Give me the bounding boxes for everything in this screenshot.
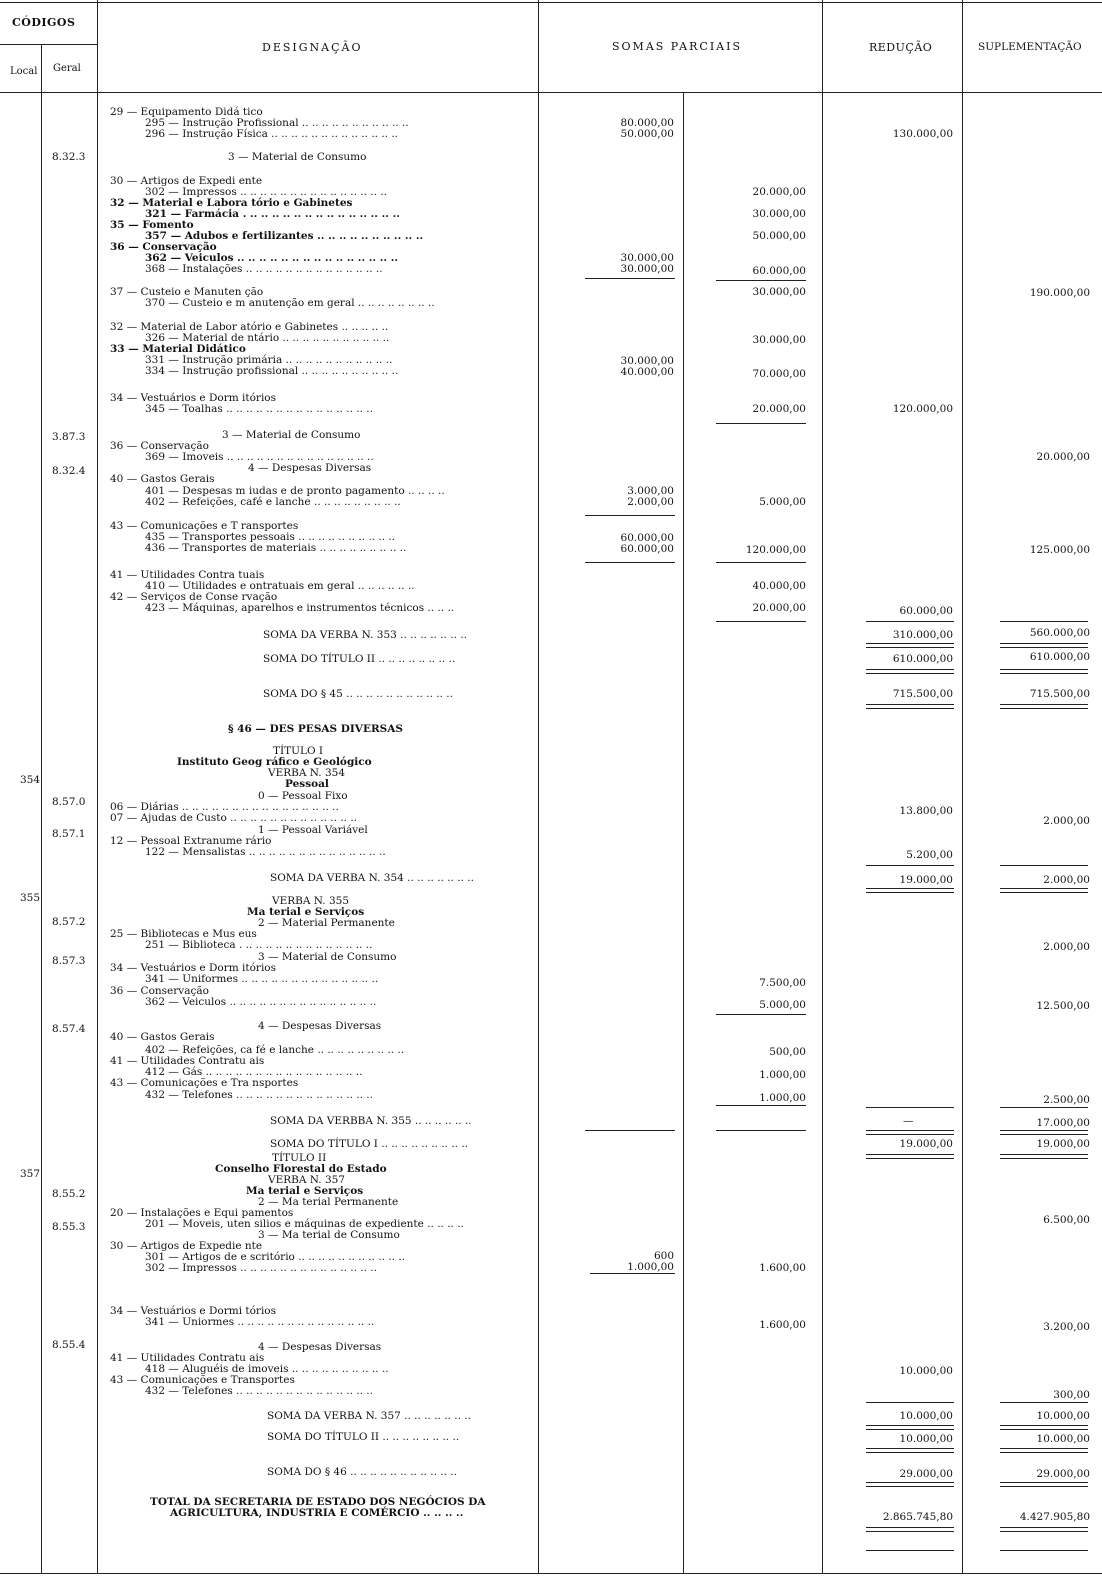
amount-value: 715.500,00 xyxy=(1029,688,1090,700)
designation-line: 345 — Toalhas .. .. .. .. .. .. .. .. .. .. .. .. .. .. .. xyxy=(145,403,373,415)
header-suplementacao: SUPLEMENTAÇÃO xyxy=(978,41,1082,53)
designation-line: SOMA DA VERBA N. 353 .. .. .. .. .. .. .. xyxy=(263,629,467,641)
header-designacao: DESIGNAÇÃO xyxy=(262,41,363,54)
sum-underline xyxy=(866,1425,954,1430)
designation-line: 29 — Equipamento Didá tico xyxy=(110,106,263,118)
sum-underline xyxy=(1000,865,1088,866)
sum-underline xyxy=(1000,888,1088,893)
header-somas-parciais: SOMAS PARCIAIS xyxy=(612,40,742,53)
designation-line: 402 — Refeições, café e lanche .. .. .. .. .. .. .. .. .. xyxy=(145,496,401,508)
designation-line: 43 — Comunicações e T ransportes xyxy=(110,520,299,532)
amount-value: 130.000,00 xyxy=(892,128,953,140)
designation-line: 2 — Material Permanente xyxy=(258,917,395,929)
sum-underline xyxy=(1000,669,1088,674)
designation-line: 20 — Instalações e Equi pamentos xyxy=(110,1207,294,1219)
designation-line: 341 — Uniormes .. .. .. .. .. .. .. .. .. .. .. .. .. .. xyxy=(145,1316,375,1328)
designation-line: 1 — Pessoal Variável xyxy=(258,824,368,836)
designation-line: 368 — Instalações .. .. .. .. .. .. .. .. .. .. .. .. .. .. xyxy=(145,263,383,275)
sum-underline xyxy=(716,1130,806,1131)
designation-line: 296 — Instrução Física .. .. .. .. .. .. .. .. .. .. .. .. .. xyxy=(145,128,399,140)
sum-underline xyxy=(1000,1130,1088,1135)
designation-line: 4 — Despesas Diversas xyxy=(258,1341,382,1353)
amount-value: 300,00 xyxy=(1053,1389,1090,1401)
col-divider-designacao xyxy=(538,0,539,1573)
designation-line: 321 — Farmácia . .. .. .. .. .. .. .. .. .. .. .. .. .. .. xyxy=(145,208,400,220)
designation-line: 251 — Biblioteca . .. .. .. .. .. .. .. .. .. .. .. .. .. xyxy=(145,939,373,951)
designation-line: SOMA DO TÍTULO II .. .. .. .. .. .. .. .. xyxy=(263,653,456,665)
amount-value: 2.500,00 xyxy=(1043,1094,1090,1106)
designation-line: TÍTULO II xyxy=(272,1152,327,1164)
designation-line: SOMA DO § 46 .. .. .. .. .. .. .. .. .. .. .. xyxy=(267,1466,457,1478)
designation-line: 402 — Refeições, ca fé e lanche .. .. .. .. .. .. .. .. .. xyxy=(145,1044,405,1056)
col-divider-parcial xyxy=(683,92,684,1573)
sum-underline xyxy=(585,562,675,563)
amount-value: 310.000,00 xyxy=(892,629,953,641)
amount-value: 60.000,00 xyxy=(899,605,953,617)
designation-line: SOMA DO § 45 .. .. .. .. .. .. .. .. .. .. .. xyxy=(263,688,453,700)
amount-value: 610.000,00 xyxy=(892,653,953,665)
designation-line: Pessoal xyxy=(285,778,329,790)
amount-value: 1.600,00 xyxy=(759,1262,806,1274)
designation-line: 401 — Despesas m iudas e de pronto pagamento .. .. .. .. xyxy=(145,485,445,497)
amount-value: 10.000,00 xyxy=(1036,1433,1090,1445)
designation-line: 43 — Comunicações e Tra nsportes xyxy=(110,1077,299,1089)
designation-line: 362 — Veiculos .. .. .. .. .. .. .. .. .. .. .. .. .. .. .. xyxy=(145,252,399,264)
amount-value: 12.500,00 xyxy=(1036,1000,1090,1012)
designation-line: 362 — Veiculos .. .. .. .. .. .. .. .. .. .. .. .. .. .. .. xyxy=(145,996,377,1008)
amount-value: 5.000,00 xyxy=(759,999,806,1011)
designation-line: 34 — Vestuários e Dorm itórios xyxy=(110,962,277,974)
amount-value: 20.000,00 xyxy=(752,602,806,614)
sum-underline xyxy=(716,423,806,424)
designation-line: SOMA DA VERBBA N. 355 .. .. .. .. .. .. xyxy=(270,1115,472,1127)
amount-value: 1.600,00 xyxy=(759,1319,806,1331)
codes-subheader-rule xyxy=(0,44,97,45)
sum-underline xyxy=(716,1105,806,1106)
budget-code: 8.32.4 xyxy=(52,465,86,477)
designation-line: 30 — Artigos de Expedie nte xyxy=(110,1240,263,1252)
amount-value: 29.000,00 xyxy=(1036,1468,1090,1480)
designation-line: 41 — Utilidades Contratu ais xyxy=(110,1352,265,1364)
designation-line: SOMA DO TÍTULO II .. .. .. .. .. .. .. .. xyxy=(267,1431,460,1443)
amount-value: 80.000,00 xyxy=(620,117,674,129)
budget-code: 8.57.2 xyxy=(52,916,86,928)
designation-line: 357 — Adubos e fertilizantes .. .. .. .. .. .. .. .. .. .. xyxy=(145,230,424,242)
designation-line: 36 — Conservação xyxy=(110,440,209,452)
designation-line: 32 — Material e Labora tório e Gabinetes xyxy=(110,197,353,209)
amount-value: 120.000,00 xyxy=(892,403,953,415)
designation-line: 37 — Custeio e Manuten ção xyxy=(110,286,264,298)
amount-value: 1.000,00 xyxy=(759,1092,806,1104)
sum-underline xyxy=(866,1402,954,1403)
budget-code: 8.57.1 xyxy=(52,828,86,840)
amount-value: 40.000,00 xyxy=(752,580,806,592)
designation-line: 435 — Transportes pessoais .. .. .. .. .. .. .. .. .. .. xyxy=(145,531,396,543)
col-divider-somas xyxy=(822,0,823,1573)
designation-line: 201 — Moveis, uten silios e máquinas de expediente .. .. .. .. xyxy=(145,1218,464,1230)
designation-line: 2 — Ma terial Permanente xyxy=(258,1196,399,1208)
designation-line: 302 — Impressos .. .. .. .. .. .. .. .. .. .. .. .. .. .. .. xyxy=(145,186,387,198)
designation-line: VERBA N. 357 xyxy=(268,1174,346,1186)
designation-line: 30 — Artigos de Expedi ente xyxy=(110,175,263,187)
sum-underline xyxy=(716,1014,806,1015)
col-divider-codes xyxy=(97,0,98,1573)
amount-value: 10.000,00 xyxy=(899,1365,953,1377)
sum-underline xyxy=(716,562,806,563)
amount-value: 2.000,00 xyxy=(1043,874,1090,886)
sum-underline xyxy=(866,1482,954,1487)
amount-value: 600 xyxy=(653,1250,674,1262)
amount-value: 20.000,00 xyxy=(752,186,806,198)
designation-line: 410 — Utilidades e ontratuais em geral .. .. .. .. .. .. xyxy=(145,580,415,592)
sum-underline xyxy=(866,643,954,648)
sum-underline xyxy=(1000,1482,1088,1487)
designation-line: 436 — Transportes de materiais .. .. .. .. .. .. .. .. .. xyxy=(145,542,407,554)
designation-line: 34 — Vestuários e Dorm itórios xyxy=(110,392,277,404)
designation-line: 122 — Mensalistas .. .. .. .. .. .. .. .. .. .. .. .. .. .. xyxy=(145,846,386,858)
designation-line: § 46 — DES PESAS DIVERSAS xyxy=(228,723,403,735)
amount-value: 5.200,00 xyxy=(906,849,953,861)
sum-underline xyxy=(866,1448,954,1453)
designation-line: 341 — Uniformes .. .. .. .. .. .. .. .. .. .. .. .. .. .. xyxy=(145,973,379,985)
amount-value: 6.500,00 xyxy=(1043,1214,1090,1226)
designation-line: Ma terial e Serviços xyxy=(247,906,365,918)
amount-value: 10.000,00 xyxy=(1036,1410,1090,1422)
designation-line: 3 — Material de Consumo xyxy=(228,151,367,163)
designation-line: 0 — Pessoal Fixo xyxy=(258,790,348,802)
designation-line: 36 — Conservação xyxy=(110,985,209,997)
designation-line: 35 — Fomento xyxy=(110,219,194,231)
amount-value: 125.000,00 xyxy=(1029,544,1090,556)
amount-value: 30.000,00 xyxy=(620,263,674,275)
designation-line: 4 — Despesas Diversas xyxy=(258,1020,382,1032)
budget-code: 357 xyxy=(20,1168,41,1180)
designation-line: 331 — Instrução primária .. .. .. .. .. .. .. .. .. .. .. xyxy=(145,354,393,366)
amount-value: 70.000,00 xyxy=(752,368,806,380)
amount-value: 30.000,00 xyxy=(752,334,806,346)
sum-underline xyxy=(866,1154,954,1159)
sum-underline xyxy=(1000,643,1088,648)
designation-line: 295 — Instrução Profissional .. .. .. .. .. .. .. .. .. .. .. xyxy=(145,117,409,129)
budget-code: 3.87.3 xyxy=(52,431,86,443)
amount-value: 4.427.905,80 xyxy=(1019,1511,1090,1523)
amount-value: 30.000,00 xyxy=(752,286,806,298)
sum-underline xyxy=(585,1130,675,1131)
designation-line: 07 — Ajudas de Custo .. .. .. .. .. .. .. .. .. .. .. .. .. xyxy=(110,812,358,824)
col-divider-reducao xyxy=(962,0,963,1573)
designation-line: AGRICULTURA, INDUSTRIA E COMÉRCIO .. .. .. .. xyxy=(170,1507,464,1519)
amount-value: 13.800,00 xyxy=(899,805,953,817)
sum-underline xyxy=(866,669,954,674)
amount-value: 60.000,00 xyxy=(620,532,674,544)
amount-value: 60.000,00 xyxy=(620,543,674,555)
designation-line: 3 — Ma terial de Consumo xyxy=(258,1229,400,1241)
sum-underline xyxy=(1000,621,1088,622)
header-codigos: CÓDIGOS xyxy=(12,16,76,29)
designation-line: SOMA DA VERBA N. 354 .. .. .. .. .. .. .. xyxy=(270,872,474,884)
budget-code: 8.32.3 xyxy=(52,151,86,163)
sum-underline xyxy=(866,704,954,709)
designation-line: 36 — Conservação xyxy=(110,241,217,253)
designation-line: 302 — Impressos .. .. .. .. .. .. .. .. .. .. .. .. .. .. xyxy=(145,1262,377,1274)
amount-value: 2.865.745,80 xyxy=(882,1511,953,1523)
designation-line: TOTAL DA SECRETARIA DE ESTADO DOS NEGÓCIOS DA xyxy=(150,1496,486,1508)
amount-value: 2.000,00 xyxy=(627,496,674,508)
designation-line: 334 — Instrução profissional .. .. .. .. .. .. .. .. .. .. xyxy=(145,365,399,377)
sum-underline xyxy=(1000,1550,1088,1551)
sum-underline xyxy=(866,1130,954,1135)
designation-line: Ma terial e Serviços xyxy=(246,1185,364,1197)
sum-underline xyxy=(1000,1527,1088,1532)
designation-line: 41 — Utilidades Contra tuais xyxy=(110,569,265,581)
budget-code: 8.57.0 xyxy=(52,796,86,808)
budget-code: 8.55.3 xyxy=(52,1221,86,1233)
sum-underline xyxy=(866,1107,954,1108)
amount-value: 2.000,00 xyxy=(1043,941,1090,953)
amount-value: 30.000,00 xyxy=(620,355,674,367)
sum-underline xyxy=(1000,1107,1088,1108)
sum-underline xyxy=(866,621,954,622)
amount-value: 29.000,00 xyxy=(899,1468,953,1480)
designation-line: 40 — Gastos Gerais xyxy=(110,473,215,485)
designation-line: Instituto Geog ráfico e Geológico xyxy=(177,756,372,768)
designation-line: TÍTULO I xyxy=(273,745,324,757)
designation-line: 3 — Material de Consumo xyxy=(258,951,397,963)
bottom-rule xyxy=(0,1573,1102,1574)
amount-value: 60.000,00 xyxy=(752,265,806,277)
designation-line: 369 — Imoveis .. .. .. .. .. .. .. .. .. .. .. .. .. .. .. xyxy=(145,451,374,463)
sum-underline xyxy=(585,278,675,279)
amount-value: 7.500,00 xyxy=(759,977,806,989)
top-rule xyxy=(0,2,1102,3)
designation-line: 41 — Utilidades Contratu ais xyxy=(110,1055,265,1067)
sum-underline xyxy=(716,280,806,281)
header-local: Local xyxy=(10,66,38,77)
amount-value: 19.000,00 xyxy=(899,1138,953,1150)
amount-value: 500,00 xyxy=(769,1046,806,1058)
designation-line: 432 — Telefones .. .. .. .. .. .. .. .. .. .. .. .. .. .. xyxy=(145,1385,373,1397)
sum-underline xyxy=(866,1550,954,1551)
designation-line: VERBA N. 354 xyxy=(268,767,346,779)
amount-value: — xyxy=(903,1115,914,1127)
amount-value: 20.000,00 xyxy=(752,403,806,415)
designation-line: 3 — Material de Consumo xyxy=(222,429,361,441)
amount-value: 50.000,00 xyxy=(752,230,806,242)
designation-line: 432 — Telefones .. .. .. .. .. .. .. .. .. .. .. .. .. .. xyxy=(145,1089,373,1101)
sum-underline xyxy=(866,888,954,893)
sum-underline xyxy=(1000,1448,1088,1453)
designation-line: 418 — Aluguéis de imoveis .. .. .. .. .. .. .. .. .. .. xyxy=(145,1363,389,1375)
amount-value: 3.000,00 xyxy=(627,485,674,497)
amount-value: 10.000,00 xyxy=(899,1433,953,1445)
header-geral: Geral xyxy=(53,63,81,74)
amount-value: 3.200,00 xyxy=(1043,1321,1090,1333)
designation-line: 32 — Material de Labor atório e Gabinetes .. .. .. .. .. xyxy=(110,321,389,333)
sum-underline xyxy=(1000,1425,1088,1430)
designation-line: VERBA N. 355 xyxy=(272,895,350,907)
designation-line: 412 — Gás .. .. .. .. .. .. .. .. .. .. .. .. .. .. .. .. xyxy=(145,1066,363,1078)
amount-value: 560.000,00 xyxy=(1029,627,1090,639)
designation-line: SOMA DA VERBA N. 357 .. .. .. .. .. .. .. xyxy=(267,1410,471,1422)
designation-line: 423 — Máquinas, aparelhos e instrumentos técnicos .. .. .. xyxy=(145,602,455,614)
col-divider-local xyxy=(41,44,42,1573)
designation-line: 370 — Custeio e m anutenção em geral .. .. .. .. .. .. .. .. xyxy=(145,297,435,309)
budget-code: 8.55.2 xyxy=(52,1188,86,1200)
designation-line: 34 — Vestuários e Dormi tórios xyxy=(110,1305,277,1317)
budget-code: 8.55.4 xyxy=(52,1339,86,1351)
amount-value: 19.000,00 xyxy=(899,874,953,886)
designation-line: 42 — Serviços de Conse rvação xyxy=(110,591,278,603)
amount-value: 190.000,00 xyxy=(1029,287,1090,299)
amount-value: 1.000,00 xyxy=(759,1069,806,1081)
designation-line: 25 — Bibliotecas e Mus eus xyxy=(110,928,257,940)
sum-underline xyxy=(866,1527,954,1532)
designation-line: 12 — Pessoal Extranume rário xyxy=(110,835,272,847)
designation-line: 06 — Diárias .. .. .. .. .. .. .. .. .. .. .. .. .. .. .. .. xyxy=(110,801,339,813)
header-reducao: REDUÇÃO xyxy=(869,41,933,54)
budget-code: 354 xyxy=(20,774,41,786)
designation-line: 33 — Material Didático xyxy=(110,343,246,355)
amount-value: 120.000,00 xyxy=(745,544,806,556)
designation-line: 301 — Artigos de e scritório .. .. .. .. .. .. .. .. .. .. .. xyxy=(145,1251,406,1263)
amount-value: 715.500,00 xyxy=(892,688,953,700)
budget-code: 8.57.4 xyxy=(52,1023,86,1035)
amount-value: 2.000,00 xyxy=(1043,815,1090,827)
amount-value: 19.000,00 xyxy=(1036,1138,1090,1150)
designation-line: 40 — Gastos Gerais xyxy=(110,1031,215,1043)
amount-value: 20.000,00 xyxy=(1036,451,1090,463)
amount-value: 1.000,00 xyxy=(627,1261,674,1273)
budget-code: 8.57.3 xyxy=(52,955,86,967)
sum-underline xyxy=(716,621,806,622)
designation-line: 43 — Comunicações e Transportes xyxy=(110,1374,295,1386)
sum-underline xyxy=(1000,1154,1088,1159)
sum-underline xyxy=(1000,704,1088,709)
designation-line: SOMA DO TÍTULO I .. .. .. .. .. .. .. .. .. xyxy=(270,1138,469,1150)
amount-value: 50.000,00 xyxy=(620,128,674,140)
amount-value: 17.000,00 xyxy=(1036,1117,1090,1129)
amount-value: 30.000,00 xyxy=(620,252,674,264)
amount-value: 5.000,00 xyxy=(759,496,806,508)
amount-value: 30.000,00 xyxy=(752,208,806,220)
designation-line: 326 — Material de ntário .. .. .. .. .. .. .. .. .. .. .. xyxy=(145,332,390,344)
header-rule xyxy=(0,92,1102,93)
sum-underline xyxy=(1000,1402,1088,1403)
sum-underline xyxy=(585,515,675,516)
amount-value: 610.000,00 xyxy=(1029,651,1090,663)
designation-line: Conselho Florestal do Estado xyxy=(215,1163,387,1175)
amount-value: 10.000,00 xyxy=(899,1410,953,1422)
designation-line: 4 — Despesas Diversas xyxy=(248,462,372,474)
budget-code: 355 xyxy=(20,892,41,904)
amount-value: 40.000,00 xyxy=(620,366,674,378)
sum-underline xyxy=(590,1273,675,1274)
sum-underline xyxy=(866,865,954,866)
